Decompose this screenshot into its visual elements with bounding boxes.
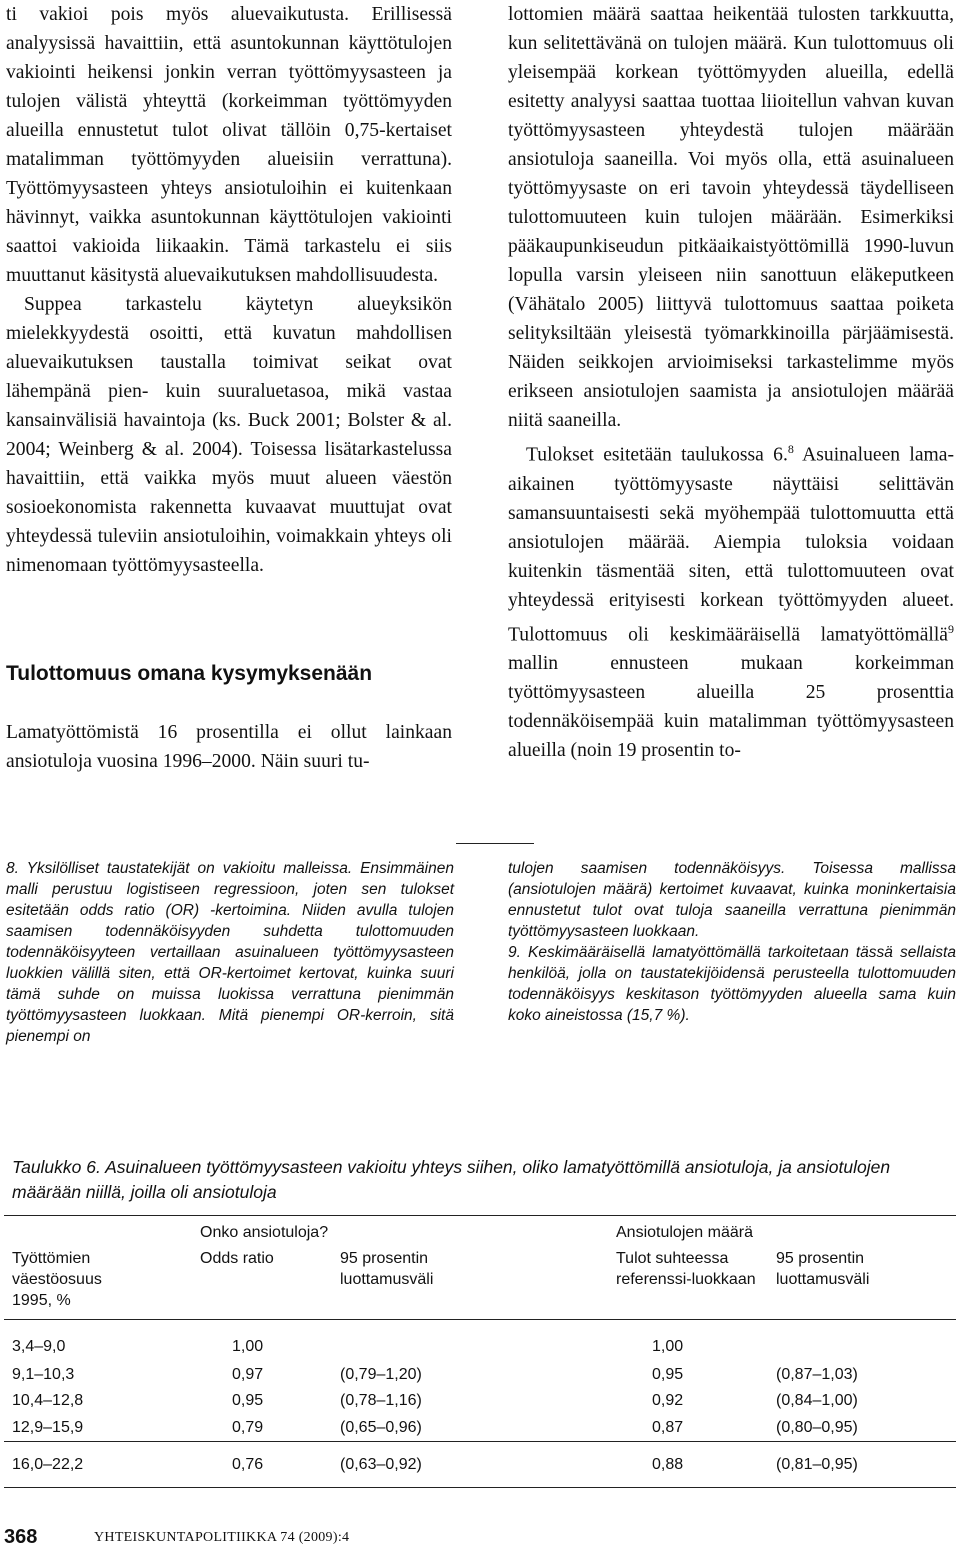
footnote-rule (456, 843, 534, 844)
table-cell: 0,97 (232, 1366, 264, 1383)
text-run: mallin ennusteen mukaan korkeimman työttömyysasteen alueilla 25 prosenttia todennäköisempää kuin matalimman työttömyysasteen alueilla (noin 19 prosentin to- (508, 653, 954, 762)
table-cell: 0,95 (652, 1366, 684, 1383)
table-cell: 0,87 (652, 1419, 684, 1436)
table-cell: 0,95 (232, 1392, 264, 1409)
table-cell: (0,84–1,00) (776, 1392, 858, 1409)
header-rule (4, 1319, 956, 1320)
group-header: Ansiotulojen määrä (616, 1224, 753, 1241)
footnote-ref[interactable]: 9 (948, 621, 954, 636)
journal-name: YHTEISKUNTAPOLITIIKKA 74 (2009):4 (94, 1530, 350, 1545)
row-rule (4, 1441, 956, 1442)
column-header: 95 prosentin luottamusväli (340, 1250, 434, 1288)
table-cell: (0,65–0,96) (340, 1419, 422, 1436)
table-cell: (0,79–1,20) (340, 1366, 422, 1383)
table-cell: 0,79 (232, 1419, 264, 1436)
footnote-ref[interactable]: 8 (787, 442, 794, 456)
footnote-continued (508, 858, 956, 1026)
table-cell: 10,4–12,8 (12, 1392, 84, 1409)
footnote-8: 8. Yksilölliset taustatekijät on vakioitu malleissa. Ensimmäinen malli perustuu logistiseen regressioon, joten sen tulokset esitetään odds ratio (OR) -kertoimina. Niiden avulla tulojen saamisen todennäköisyyden suhdetta tulottomuuden todennäköisyyteen vertaillaan asuinalueen työttömyysasteen luokkien välillä siten, että OR-kertoimet kertovat, kuinka suuri tämä suhde on muissa luokissa verrattuna pienimmän työttömyysasteen luokkaan. Mitä pienempi OR-kerroin, sitä pienempi on (6, 860, 454, 1045)
body-paragraph: ti vakioi pois myös aluevaikutusta. Erillisessä analyysissä havaittiin, että asuntokunnan käyttötulojen vakiointi heikensi jonkin verran työttömyysasteen ja tulojen välistä yhteyttä (korkeimman työttömyyden alueilla ennustetut tulot olivat tällöin 0,75-kertaiset matalimman työttömyyden alueisiin verrattuna). Työttömyysasteen yhteys ansiotuloihin ei kuitenkaan hävinnyt, vaikka asuntokunnan käyttötulojen vakiointi saattoi vakioida liikaakin. Tämä tarkastelu ei siis muuttanut käsitystä aluevaikutuksen mahdollisuudesta. (6, 4, 452, 286)
footnote-text: tulojen saamisen todennäköisyys. Toisessa mallissa (ansiotulojen määrä) kertoimet kuvaavat, kuinka moninkertaisia ennustetut tulot ovat tuloja saaneilla verrattuna pienimmän työttömyysasteen luokkaan. (508, 860, 956, 940)
table-cell: (0,80–0,95) (776, 1419, 858, 1436)
group-header: Onko ansiotuloja? (200, 1224, 329, 1241)
table-cell: (0,63–0,92) (340, 1456, 422, 1473)
body-paragraph: Lamatyöttömistä 16 prosentilla ei ollut lainkaan ansiotuloja vuosina 1996–2000. Näin suuri tu- (6, 722, 452, 772)
footnote-9: 9. Keskimääräisellä lamatyöttömällä tarkoitetaan tässä sellaista henkilöä, jolla on taustatekijöidensä perusteella tulottomuuden todennäköisyys keskitason työttömyyden alueella sama kuin koko aineistossa (15,7 %). (508, 944, 956, 1024)
results-table (4, 1215, 956, 1488)
table-cell: 0,76 (232, 1456, 264, 1473)
column-header: 95 prosentin luottamusväli (776, 1250, 870, 1288)
table-cell: 12,9–15,9 (12, 1419, 84, 1436)
left-column (6, 0, 452, 580)
table-cell: 9,1–10,3 (12, 1366, 75, 1383)
table-cell: 1,00 (232, 1338, 264, 1355)
body-paragraph: lottomien määrä saattaa heikentää tulosten tarkkuutta, kun selitettävänä on tulojen määrä. Kun tulottomuus oli yleisempää korkean työttömyyden alueilla, edellä esitetty analyysi saattaa tuottaa liioitellun vahvan kuvan työttömyysasteen yhteydestä tulojen määrään ansiotuloja saaneilla. Voi myös olla, että asuinalueen työttömyysaste on eri tavoin yhteydessä täydelliseen tulottomuuteen kuin tulojen määrään. Esimerkiksi pääkaupunkiseudun pitkäaikaistyöttömillä 1990-luvun lopulla varsin yleiseen niin sanottuun eläkeputkeen (Vähätalo 2005) liittyvä tulottomuus saattaa poiketa selityksiltään yleisestä työmarkkinoilla pärjäämisestä. Näiden seikkojen arvioimiseksi tarkastelimme myös erikseen ansiotulojen saamista ja ansiotulojen määrää niitä saaneilla. (508, 4, 954, 431)
right-column (508, 0, 954, 765)
table-cell: 0,88 (652, 1456, 684, 1473)
page-number: 368 (4, 1526, 38, 1548)
table-cell: 0,92 (652, 1392, 684, 1409)
column-header: Tulot suhteessa referenssi-luokkaan (616, 1250, 756, 1288)
text-run: Tulokset esitetään taulukossa 6. (526, 444, 788, 466)
table-cell: 1,00 (652, 1338, 684, 1355)
column-header: Työttömien väestöosuus 1995, % (12, 1250, 102, 1309)
table-cell: 3,4–9,0 (12, 1338, 66, 1355)
table-cell: (0,78–1,16) (340, 1392, 422, 1409)
column-header: Odds ratio (200, 1250, 274, 1267)
body-paragraph: Suppea tarkastelu käytetyn alueyksikön mielekkyydestä osoitti, että kuvatun mahdollisen aluevaikutuksen taustalla toimivat seikat ovat lähempänä pien- kuin suuraluetasoa, mikä vastaa kansainvälisiä havaintoja (ks. Buck 2001; Bolster & al. 2004; Weinberg & al. 2004). Toisessa lisätarkastelussa havaittiin, että vaikka myös muut alueen väestön sosioekonomista rakennetta kuvaavat muuttujat ovat yhteydessä tuleviin ansiotuloihin, voimakkain yhteys oli nimenomaan työttömyysasteella. (6, 294, 452, 576)
body-paragraph (508, 435, 954, 765)
text-run: Asuinalueen lama-aikainen työttömyysaste näyttäisi selittävän samansuuntaisesti sekä myöhempää tulottomuutta että ansiotulojen määrää. Aiempia tuloksia voidaan kuitenkin täsmentää siten, että tulottomuuteen ovat yhteydessä erityisesti korkean työttömyyden alueet. Tulottomuus oli keskimääräisellä lamatyöttömällä (508, 444, 954, 646)
table-cell: 16,0–22,2 (12, 1456, 84, 1473)
table-cell: (0,81–0,95) (776, 1456, 858, 1473)
table-caption: Taulukko 6. Asuinalueen työttömyysasteen vakioitu yhteys siihen, oliko lamatyöttömillä ansiotuloja, ja ansiotulojen määrään niillä, joilla oli ansiotuloja (12, 1157, 891, 1202)
table-cell: (0,87–1,03) (776, 1366, 858, 1383)
section-heading: Tulottomuus omana kysymyksenään (6, 662, 373, 685)
